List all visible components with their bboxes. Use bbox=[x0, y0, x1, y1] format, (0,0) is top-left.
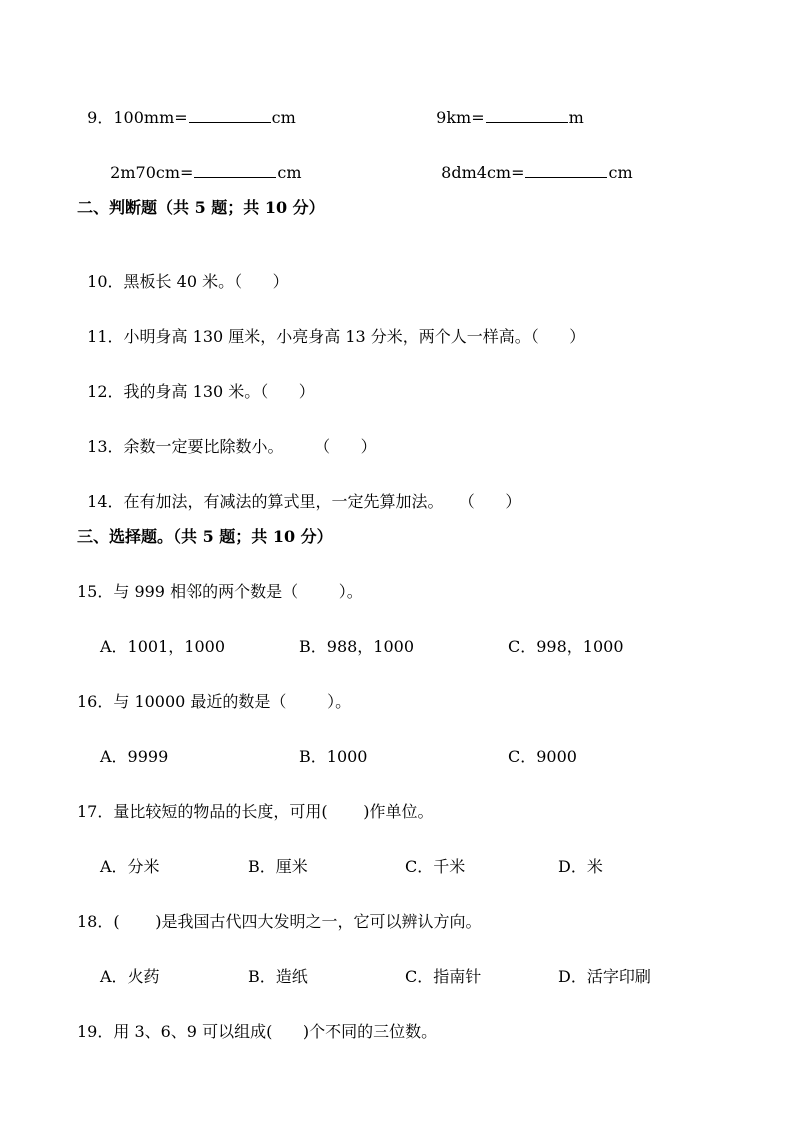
question-number: 13． bbox=[87, 437, 124, 456]
question-text: 余数一定要比除数小。 （ ） bbox=[123, 437, 377, 456]
q17-option-b[interactable]: B．厘米 bbox=[248, 857, 308, 876]
q17-option-a[interactable]: A．分米 bbox=[100, 857, 160, 876]
question-12 bbox=[77, 362, 315, 402]
q9-row-2 bbox=[100, 143, 302, 183]
q15-option-c[interactable]: C．998，1000 bbox=[508, 637, 624, 656]
q9-c-prefix: 2m70cm= bbox=[110, 163, 194, 182]
question-text: 小明身高 130 厘米，小亮身高 13 分米，两个人一样高。（ ） bbox=[123, 327, 586, 346]
q15-option-a[interactable]: A．1001，1000 bbox=[100, 637, 225, 656]
q9-number: 9． bbox=[87, 108, 114, 127]
q17-option-c[interactable]: C．千米 bbox=[405, 857, 466, 876]
q9-b-blank[interactable] bbox=[486, 108, 568, 123]
question-number: 14． bbox=[87, 492, 124, 511]
q18-option-c[interactable]: C．指南针 bbox=[405, 967, 482, 986]
q9-a-unit: cm bbox=[271, 108, 296, 127]
q9-a-prefix: 100mm= bbox=[113, 108, 188, 127]
q9-a-blank[interactable] bbox=[189, 108, 271, 123]
q16-option-a[interactable]: A．9999 bbox=[100, 747, 169, 766]
question-number: 12． bbox=[87, 382, 124, 401]
q9-b-unit: m bbox=[568, 108, 584, 127]
question-text: 在有加法，有减法的算式里，一定先算加法。 （ ） bbox=[123, 492, 522, 511]
question-text: 我的身高 130 米。（ ） bbox=[123, 382, 315, 401]
q9-d-blank[interactable] bbox=[525, 163, 607, 178]
question-14 bbox=[77, 472, 521, 512]
q18-option-b[interactable]: B．造纸 bbox=[248, 967, 308, 986]
q9-row-2-right bbox=[431, 143, 633, 183]
question-11 bbox=[77, 307, 585, 347]
q16-option-c[interactable]: C．9000 bbox=[508, 747, 577, 766]
q17-option-d[interactable]: D．米 bbox=[558, 857, 603, 876]
q18-option-a[interactable]: A．火药 bbox=[100, 967, 160, 986]
q9-row-1 bbox=[77, 88, 296, 128]
question-18: 18．( )是我国古代四大发明之一，它可以辨认方向。 bbox=[77, 912, 482, 931]
q9-c-blank[interactable] bbox=[194, 163, 276, 178]
question-15: 15．与 999 相邻的两个数是（ ）。 bbox=[77, 582, 363, 601]
question-16: 16．与 10000 最近的数是（ ）。 bbox=[77, 692, 352, 711]
q18-option-d[interactable]: D．活字印刷 bbox=[558, 967, 651, 986]
question-number: 10． bbox=[87, 272, 124, 291]
q9-b-prefix: 9km= bbox=[436, 108, 485, 127]
question-19: 19．用 3、6、9 可以组成( )个不同的三位数。 bbox=[77, 1022, 438, 1041]
q9-d-unit: cm bbox=[608, 163, 633, 182]
q15-option-b[interactable]: B．988，1000 bbox=[299, 637, 415, 656]
question-17: 17．量比较短的物品的长度，可用( )作单位。 bbox=[77, 802, 434, 821]
q9-d-prefix: 8dm4cm= bbox=[441, 163, 525, 182]
section-3-heading: 三、选择题。（共 5 题；共 10 分） bbox=[77, 527, 333, 546]
question-number: 11． bbox=[87, 327, 124, 346]
q9-row-1-right bbox=[426, 88, 584, 128]
question-13 bbox=[77, 417, 377, 457]
section-2-heading: 二、判断题（共 5 题；共 10 分） bbox=[77, 198, 325, 217]
q16-option-b[interactable]: B．1000 bbox=[299, 747, 368, 766]
q9-c-unit: cm bbox=[277, 163, 302, 182]
question-10 bbox=[77, 252, 289, 292]
question-text: 黑板长 40 米。（ ） bbox=[123, 272, 289, 291]
